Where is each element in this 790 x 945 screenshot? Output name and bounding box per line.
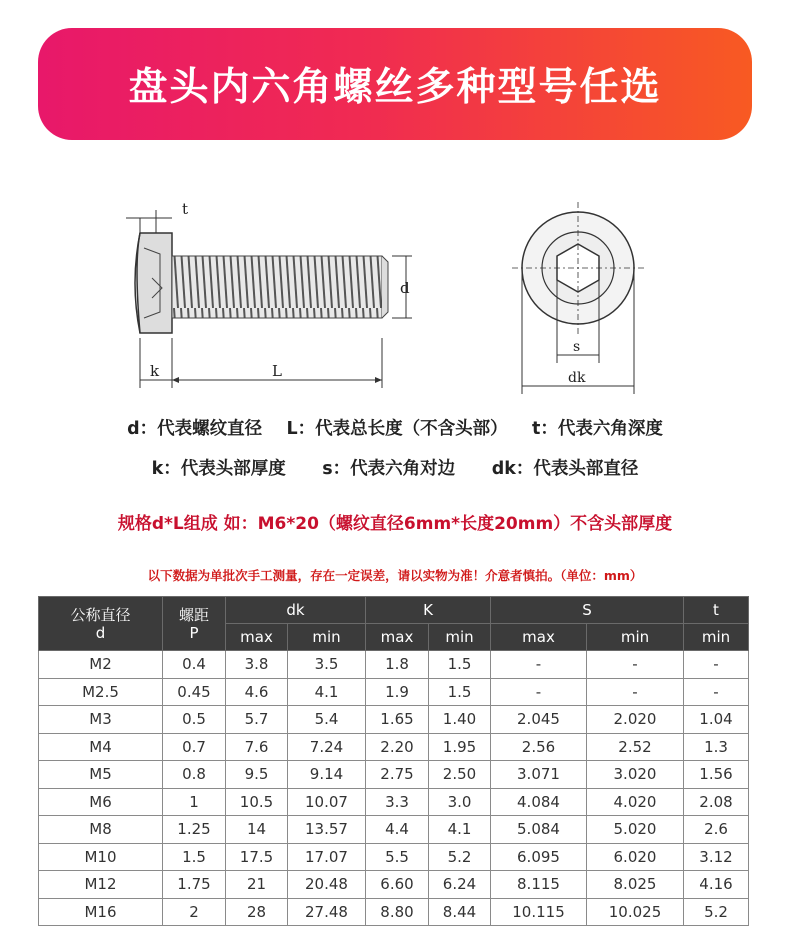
header-s-min: min <box>587 624 684 651</box>
spec-table <box>38 596 749 926</box>
page-title: 盘头内六角螺丝多种型号任选 <box>128 65 662 110</box>
screw-diagram <box>110 188 650 398</box>
table-row: M4 0.7 7.6 7.24 2.20 1.95 2.56 2.52 1.3 <box>39 733 749 761</box>
k-label: k <box>150 362 160 380</box>
header-t: t <box>684 597 749 624</box>
header-dk-min: min <box>288 624 366 651</box>
header-k-min: min <box>429 624 491 651</box>
title-banner <box>38 28 752 140</box>
header-k: K <box>366 597 491 624</box>
header-s: S <box>491 597 684 624</box>
table-row: M5 0.8 9.5 9.14 2.75 2.50 3.071 3.020 1.56 <box>39 761 749 789</box>
table-row: M8 1.25 14 13.57 4.4 4.1 5.084 5.020 2.6 <box>39 816 749 844</box>
measurement-note: 以下数据为单批次手工测量，存在一定误差，请以实物为准！介意者慎拍。（单位：mm） <box>147 568 643 583</box>
legend-line-2: k：代表头部厚度 s：代表六角对边 dk：代表头部直径 <box>151 459 639 479</box>
table-row: M10 1.5 17.5 17.07 5.5 5.2 6.095 6.020 3.12 <box>39 843 749 871</box>
s-label: s <box>573 339 581 355</box>
header-nominal-diameter: 公称直径 d <box>39 597 163 651</box>
table-row: M3 0.5 5.7 5.4 1.65 1.40 2.045 2.020 1.04 <box>39 706 749 734</box>
table-row: M2 0.4 3.8 3.5 1.8 1.5 - - - <box>39 651 749 679</box>
spec-line: 规格d*L组成 如：M6*20（螺纹直径6mm*长度20mm）不含头部厚度 <box>117 514 673 534</box>
table-row: M2.5 0.45 4.6 4.1 1.9 1.5 - - - <box>39 678 749 706</box>
header-pitch: 螺距 P <box>163 597 226 651</box>
L-label: L <box>272 362 282 380</box>
t-label: t <box>182 200 189 218</box>
top-view <box>512 202 644 394</box>
d-label: d <box>400 279 410 297</box>
header-t-min: min <box>684 624 749 651</box>
table-row: M12 1.75 21 20.48 6.60 6.24 8.115 8.025 4.16 <box>39 871 749 899</box>
dk-label: dk <box>568 370 586 386</box>
header-dk: dk <box>226 597 366 624</box>
table-row: M6 1 10.5 10.07 3.3 3.0 4.084 4.020 2.08 <box>39 788 749 816</box>
header-s-max: max <box>491 624 587 651</box>
header-k-max: max <box>366 624 429 651</box>
header-dk-max: max <box>226 624 288 651</box>
table-row: M16 2 28 27.48 8.80 8.44 10.115 10.025 5.2 <box>39 898 749 926</box>
side-view <box>126 200 412 388</box>
legend-line-1: d：代表螺纹直径 L：代表总长度（不含头部） t：代表六角深度 <box>127 419 663 439</box>
